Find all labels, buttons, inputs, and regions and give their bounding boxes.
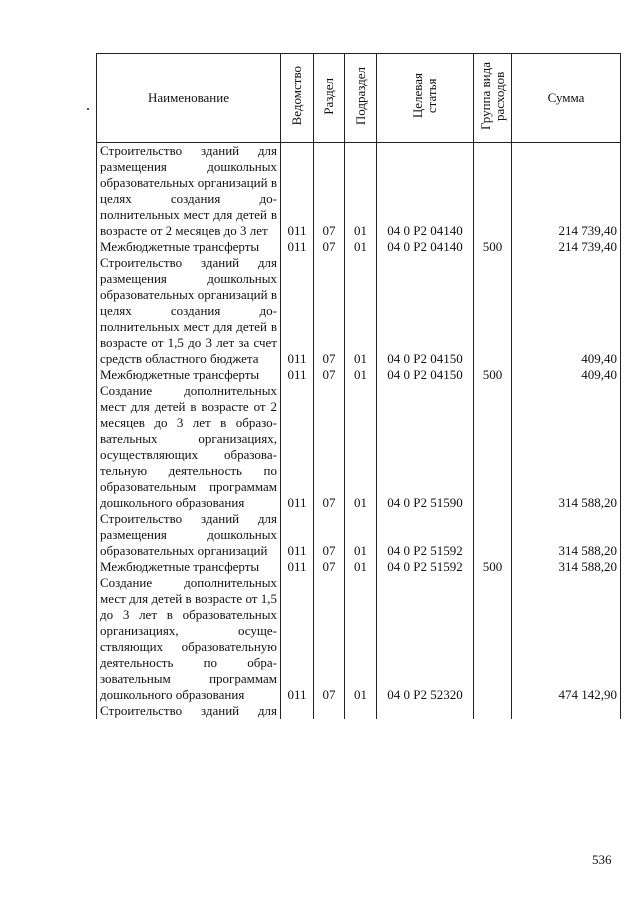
scan-speck bbox=[87, 108, 89, 110]
table-row bbox=[97, 383, 621, 511]
cell-name: Создание дополнительных мест для детей в возрасте от 2 месяцев до 3 лет в образовательных организациях, осуществляющих образовательную деятельность по образовательным программам дошкольного образования bbox=[97, 383, 281, 511]
cell-target-article: 04 0 P2 04140 bbox=[377, 239, 474, 255]
cell-expense-group: 500 bbox=[474, 559, 512, 575]
cell-subsection: 01 bbox=[345, 255, 377, 367]
header-department: Ведомство bbox=[281, 54, 314, 143]
cell-department: 011 bbox=[281, 575, 314, 703]
cell-target-article: 04 0 P2 52320 bbox=[377, 575, 474, 703]
cell-subsection bbox=[345, 703, 377, 719]
cell-section: 07 bbox=[314, 239, 345, 255]
cell-expense-group: 500 bbox=[474, 239, 512, 255]
table-row bbox=[97, 143, 621, 240]
cell-target-article: 04 0 P2 04150 bbox=[377, 367, 474, 383]
cell-expense-group bbox=[474, 255, 512, 367]
cell-subsection: 01 bbox=[345, 575, 377, 703]
cell-name: Строительство зданий для размещения дошкольных образовательных организаций bbox=[97, 511, 281, 559]
cell-department: 011 bbox=[281, 511, 314, 559]
table-row bbox=[97, 511, 621, 559]
table-row bbox=[97, 559, 621, 575]
header-target-article: Целевая статья bbox=[377, 54, 474, 143]
header-sum: Сумма bbox=[512, 54, 621, 143]
table-row bbox=[97, 575, 621, 703]
cell-section: 07 bbox=[314, 559, 345, 575]
page-number: 536 bbox=[592, 852, 612, 867]
header-section: Раздел bbox=[314, 54, 345, 143]
cell-expense-group bbox=[474, 575, 512, 703]
cell-department: 011 bbox=[281, 367, 314, 383]
cell-department: 011 bbox=[281, 255, 314, 367]
cell-sum: 214 739,40 bbox=[512, 143, 621, 240]
cell-subsection: 01 bbox=[345, 367, 377, 383]
cell-name: Строительство зданий для размещения дошкольных образовательных организаций в целях создания дополнительных мест для детей в возрасте от 2 месяцев до 3 лет bbox=[97, 143, 281, 240]
budget-table bbox=[96, 53, 621, 719]
cell-target-article: 04 0 P2 04140 bbox=[377, 143, 474, 240]
cell-expense-group bbox=[474, 383, 512, 511]
cell-name: Строительство зданий для bbox=[97, 703, 281, 719]
cell-section: 07 bbox=[314, 383, 345, 511]
cell-expense-group bbox=[474, 143, 512, 240]
table-row-continued bbox=[97, 703, 621, 719]
cell-name: Создание дополнительных мест для детей в возрасте от 1,5 до 3 лет в образовательных организациях, осуществляющих образовательную деятельность по образовательным программам дошкольного образования bbox=[97, 575, 281, 703]
cell-sum bbox=[512, 703, 621, 719]
cell-subsection: 01 bbox=[345, 559, 377, 575]
cell-sum: 409,40 bbox=[512, 367, 621, 383]
header-subsection: Подраздел bbox=[345, 54, 377, 143]
cell-name: Межбюджетные трансферты bbox=[97, 367, 281, 383]
cell-section: 07 bbox=[314, 367, 345, 383]
header-name: Наименование bbox=[97, 54, 281, 143]
cell-expense-group bbox=[474, 703, 512, 719]
table-row bbox=[97, 255, 621, 367]
cell-name: Межбюджетные трансферты bbox=[97, 559, 281, 575]
cell-sum: 314 588,20 bbox=[512, 383, 621, 511]
cell-section: 07 bbox=[314, 143, 345, 240]
cell-target-article: 04 0 P2 51592 bbox=[377, 511, 474, 559]
cell-sum: 314 588,20 bbox=[512, 559, 621, 575]
table-row bbox=[97, 239, 621, 255]
cell-department: 011 bbox=[281, 383, 314, 511]
cell-expense-group: 500 bbox=[474, 367, 512, 383]
cell-department: 011 bbox=[281, 239, 314, 255]
cell-section: 07 bbox=[314, 575, 345, 703]
cell-subsection: 01 bbox=[345, 143, 377, 240]
cell-target-article: 04 0 P2 51590 bbox=[377, 383, 474, 511]
cell-department: 011 bbox=[281, 143, 314, 240]
cell-target-article: 04 0 P2 04150 bbox=[377, 255, 474, 367]
cell-subsection: 01 bbox=[345, 239, 377, 255]
cell-section: 07 bbox=[314, 255, 345, 367]
cell-sum: 314 588,20 bbox=[512, 511, 621, 559]
cell-sum: 409,40 bbox=[512, 255, 621, 367]
header-expense-group: Группа вида расходов bbox=[474, 54, 512, 143]
cell-name: Строительство зданий для размещения дошкольных образовательных организаций в целях создания дополнительных мест для детей в возрасте от 1,5 до 3 лет за счет средств областного бюджета bbox=[97, 255, 281, 367]
cell-department: 011 bbox=[281, 559, 314, 575]
cell-target-article: 04 0 P2 51592 bbox=[377, 559, 474, 575]
cell-name: Межбюджетные трансферты bbox=[97, 239, 281, 255]
cell-section bbox=[314, 703, 345, 719]
table-header-row bbox=[97, 54, 621, 143]
cell-target-article bbox=[377, 703, 474, 719]
table-row bbox=[97, 367, 621, 383]
cell-department bbox=[281, 703, 314, 719]
cell-section: 07 bbox=[314, 511, 345, 559]
cell-subsection: 01 bbox=[345, 383, 377, 511]
cell-sum: 474 142,90 bbox=[512, 575, 621, 703]
cell-expense-group bbox=[474, 511, 512, 559]
cell-sum: 214 739,40 bbox=[512, 239, 621, 255]
cell-subsection: 01 bbox=[345, 511, 377, 559]
